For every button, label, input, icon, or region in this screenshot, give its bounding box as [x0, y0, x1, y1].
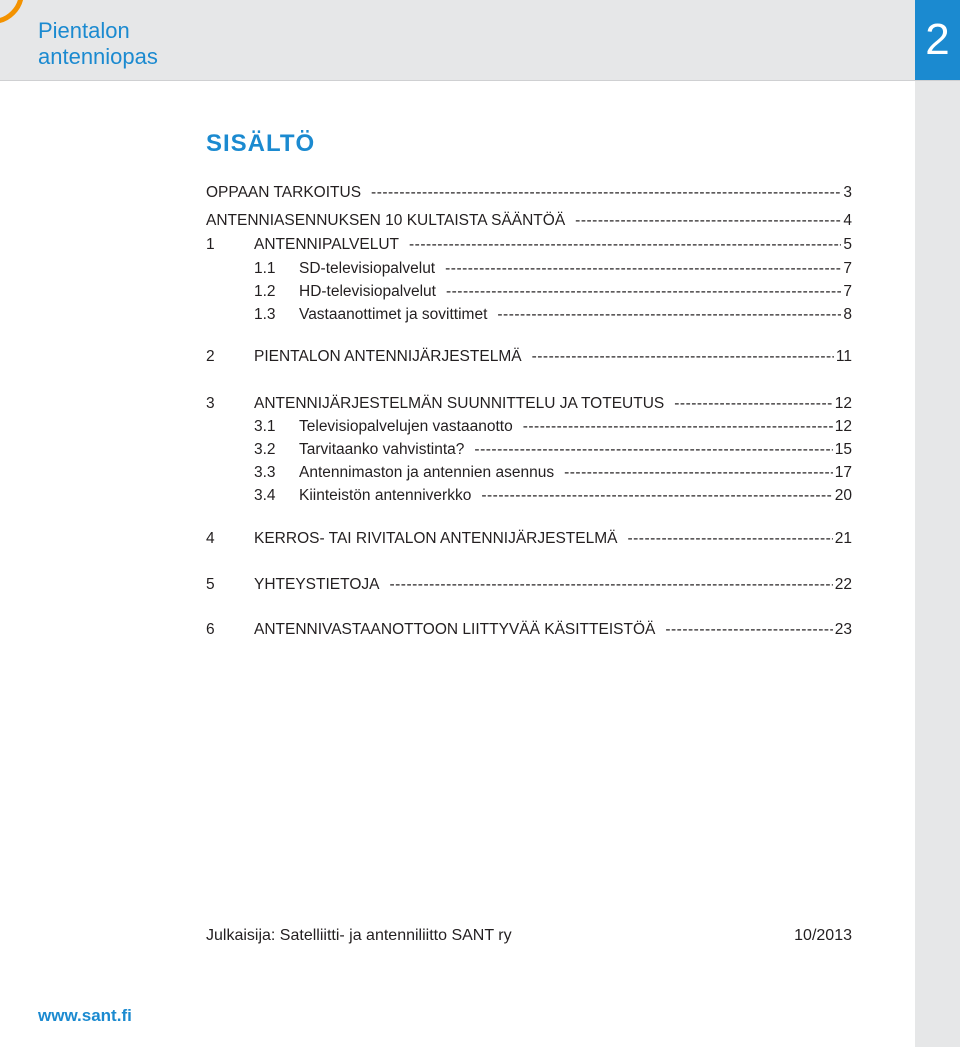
toc-leader	[564, 462, 833, 484]
toc-entry-page: 5	[843, 236, 852, 253]
toc-leader	[674, 393, 833, 415]
toc-leader	[409, 234, 841, 256]
toc-entry-title: OPPAAN TARKOITUS	[206, 184, 362, 201]
toc-leader	[497, 304, 841, 326]
toc-entry[interactable]	[206, 281, 852, 303]
toc-entry-title: YHTEYSTIETOJA	[254, 576, 380, 593]
toc-entry-number: 3.1	[254, 418, 276, 435]
publisher-info: Julkaisija: Satelliitti- ja antenniliitto SANT ry	[206, 927, 512, 944]
toc-entry[interactable]	[206, 619, 852, 641]
toc-leader	[627, 528, 832, 550]
toc-entry-page: 7	[843, 283, 852, 300]
toc-leader	[445, 258, 841, 280]
toc-entry-number: 1	[206, 236, 215, 253]
toc-entry-number: 1.3	[254, 306, 276, 323]
toc-entry-number: 2	[206, 348, 215, 365]
toc-entry-title: ANTENNIASENNUKSEN 10 KULTAISTA SÄÄNTÖÄ	[206, 212, 566, 229]
website-link[interactable]: www.sant.fi	[38, 1006, 132, 1025]
toc-leader	[575, 210, 841, 232]
toc-leader	[481, 485, 832, 507]
toc-entry[interactable]	[206, 485, 852, 507]
toc-entry[interactable]	[206, 528, 852, 550]
guide-title-line2: antenniopas	[38, 44, 158, 69]
toc-entry-title: ANTENNIPALVELUT	[254, 236, 399, 253]
toc-entry-title: Tarvitaanko vahvistinta?	[299, 441, 465, 458]
toc-entry[interactable]	[206, 234, 852, 256]
side-bar	[915, 81, 960, 1047]
toc-entry-title: KERROS- TAI RIVITALON ANTENNIJÄRJESTELMÄ	[254, 530, 618, 547]
toc-entry[interactable]	[206, 439, 852, 461]
toc-entry-page: 4	[843, 212, 852, 229]
toc-entry-page: 12	[834, 395, 852, 412]
toc-entry-number: 5	[206, 576, 215, 593]
toc-entry-page: 17	[834, 464, 852, 481]
toc-entry[interactable]	[206, 574, 852, 596]
toc-entry-title: HD-televisiopalvelut	[299, 283, 436, 300]
toc-leader	[474, 439, 832, 461]
page-heading: SISÄLTÖ	[206, 130, 316, 157]
toc-entry[interactable]	[206, 182, 852, 204]
toc-leader	[446, 281, 841, 303]
toc-entry[interactable]	[206, 210, 852, 232]
toc-entry-page: 11	[835, 348, 852, 365]
toc-entry-number: 3	[206, 395, 215, 412]
toc-entry-title: SD-televisiopalvelut	[299, 260, 436, 277]
toc-entry[interactable]	[206, 258, 852, 280]
toc-entry-title: Televisiopalvelujen vastaanotto	[299, 418, 513, 435]
toc-entry[interactable]	[206, 462, 852, 484]
toc-entry-page: 12	[834, 418, 852, 435]
toc-entry-title: ANTENNIJÄRJESTELMÄN SUUNNITTELU JA TOTEUTUS	[254, 395, 665, 412]
toc-entry-number: 3.4	[254, 487, 276, 504]
toc-leader	[532, 346, 834, 368]
toc-entry-page: 21	[834, 530, 852, 547]
header-divider	[0, 80, 960, 81]
toc-entry-number: 1.1	[254, 260, 276, 277]
toc-entry-page: 7	[843, 260, 852, 277]
toc-entry-page: 22	[834, 576, 852, 593]
toc-entry-title: Antennimaston ja antennien asennus	[299, 464, 555, 481]
toc-entry-page: 15	[834, 441, 852, 458]
toc-entry[interactable]	[206, 416, 852, 438]
toc-entry[interactable]	[206, 393, 852, 415]
toc-entry-title: Kiinteistön antenniverkko	[299, 487, 472, 504]
guide-title-line1: Pientalon	[38, 18, 130, 43]
toc-entry-page: 8	[843, 306, 852, 323]
toc-leader	[665, 619, 832, 641]
toc-entry-number: 6	[206, 621, 215, 638]
toc-entry-title: ANTENNIVASTAANOTTOON LIITTYVÄÄ KÄSITTEISTÖÄ	[254, 621, 656, 638]
toc-entry-number: 4	[206, 530, 215, 547]
toc-entry-number: 3.2	[254, 441, 276, 458]
toc-entry[interactable]	[206, 304, 852, 326]
page-header	[0, 0, 960, 80]
toc-leader	[523, 416, 833, 438]
toc-entry-title: Vastaanottimet ja sovittimet	[299, 306, 488, 323]
toc-leader	[371, 182, 841, 204]
toc-entry-number: 3.3	[254, 464, 276, 481]
toc-entry-page: 20	[834, 487, 852, 504]
guide-title	[38, 18, 158, 70]
toc-entry-number: 1.2	[254, 283, 276, 300]
corner-arc-decoration	[0, 0, 24, 24]
toc-leader	[389, 574, 832, 596]
toc-entry-title: PIENTALON ANTENNIJÄRJESTELMÄ	[254, 348, 522, 365]
toc-entry[interactable]	[206, 346, 852, 368]
page-number: 2	[915, 0, 960, 80]
publication-date: 10/2013	[794, 927, 852, 944]
toc-entry-page: 23	[834, 621, 852, 638]
toc-entry-page: 3	[843, 184, 852, 201]
